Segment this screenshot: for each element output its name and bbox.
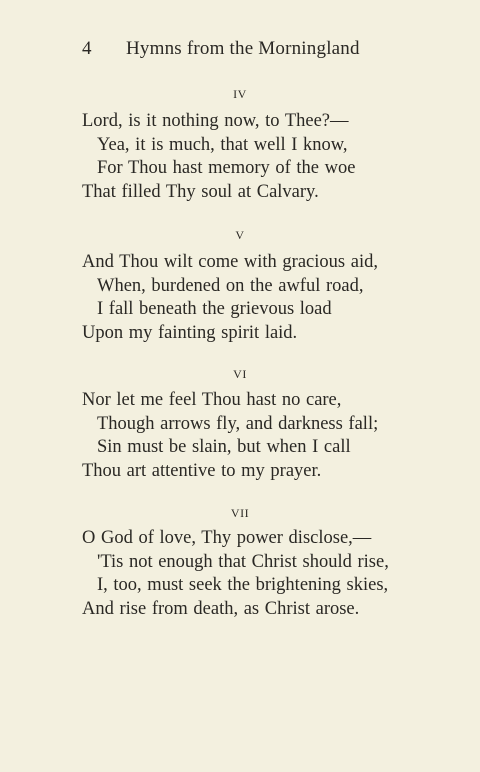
verse-line: Sin must be slain, but when I call	[97, 437, 351, 457]
running-title: Hymns from the Morningland	[126, 38, 360, 59]
verse-line: That filled Thy soul at Calvary.	[82, 181, 319, 202]
verse-line: For Thou hast memory of the woe	[97, 158, 356, 178]
verse-line: Upon my fainting spirit laid.	[82, 322, 298, 343]
verse-line: Lord, is it nothing now, to Thee?—	[82, 111, 349, 131]
stanza-numeral-v: V	[235, 228, 245, 242]
stanza-v	[82, 251, 422, 345]
stanza-numeral-vi: VI	[233, 367, 247, 381]
page-number: 4	[82, 38, 92, 59]
verse-line: I, too, must seek the brightening skies,	[97, 575, 389, 595]
verse-line: Yea, it is much, that well I know,	[97, 134, 348, 155]
verse-line: O God of love, Thy power disclose,—	[82, 528, 372, 548]
stanza-vii	[82, 527, 422, 621]
verse-line: 'Tis not enough that Christ should rise,	[97, 551, 389, 572]
stanza-iv	[82, 110, 422, 204]
verse-line: And Thou wilt come with gracious aid,	[82, 252, 378, 272]
running-header	[82, 38, 382, 60]
stanza-numeral-iv: IV	[233, 87, 247, 101]
verse-line: I fall beneath the grievous load	[97, 299, 332, 319]
verse-line: Though arrows fly, and darkness fall;	[97, 413, 379, 434]
verse-line: Nor let me feel Thou hast no care,	[82, 390, 342, 410]
stanza-vi	[82, 389, 422, 483]
verse-line: When, burdened on the awful road,	[97, 275, 364, 296]
stanza-numeral-vii: VII	[230, 506, 250, 520]
verse-line: Thou art attentive to my prayer.	[82, 460, 322, 481]
verse-line: And rise from death, as Christ arose.	[82, 598, 360, 619]
